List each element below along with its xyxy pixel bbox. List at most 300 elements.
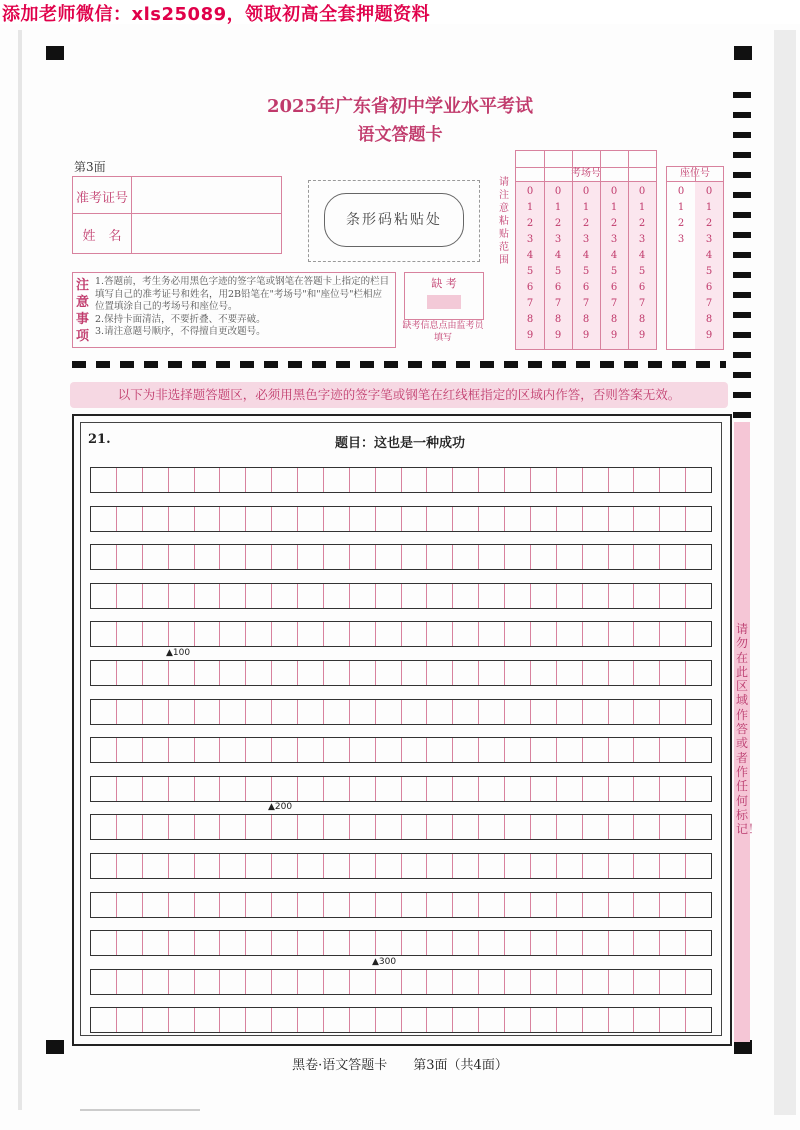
grid-cell[interactable] [195, 661, 221, 685]
grid-cell[interactable] [246, 1008, 272, 1032]
grid-cell[interactable] [169, 545, 195, 569]
grid-cell[interactable] [660, 815, 686, 839]
grid-cell[interactable] [686, 893, 711, 917]
grid-cell[interactable] [557, 545, 583, 569]
grid-cell[interactable] [324, 893, 350, 917]
grid-cell[interactable] [195, 622, 221, 646]
grid-cell[interactable] [324, 931, 350, 955]
grid-row[interactable] [90, 969, 712, 995]
grid-cell[interactable] [220, 700, 246, 724]
grid-cell[interactable] [505, 970, 531, 994]
grid-cell[interactable] [298, 584, 324, 608]
grid-cell[interactable] [272, 931, 298, 955]
grid-cell[interactable] [427, 584, 453, 608]
grid-cell[interactable] [272, 661, 298, 685]
grid-cell[interactable] [609, 700, 635, 724]
grid-cell[interactable] [169, 738, 195, 762]
grid-cell[interactable] [169, 854, 195, 878]
grid-cell[interactable] [246, 468, 272, 492]
grid-cell[interactable] [246, 507, 272, 531]
grid-cell[interactable] [557, 584, 583, 608]
grid-cell[interactable] [376, 738, 402, 762]
grid-cell[interactable] [427, 507, 453, 531]
grid-cell[interactable] [557, 1008, 583, 1032]
grid-cell[interactable] [505, 777, 531, 801]
grid-cell[interactable] [479, 507, 505, 531]
grid-cell[interactable] [479, 738, 505, 762]
grid-cell[interactable] [402, 893, 428, 917]
grid-cell[interactable] [402, 622, 428, 646]
grid-cell[interactable] [376, 970, 402, 994]
grid-cell[interactable] [272, 507, 298, 531]
grid-cell[interactable] [324, 700, 350, 724]
grid-cell[interactable] [505, 584, 531, 608]
grid-cell[interactable] [453, 584, 479, 608]
grid-cell[interactable] [453, 700, 479, 724]
grid-cell[interactable] [195, 854, 221, 878]
grid-cell[interactable] [660, 1008, 686, 1032]
grid-cell[interactable] [427, 700, 453, 724]
grid-row[interactable] [90, 930, 712, 956]
grid-cell[interactable] [246, 584, 272, 608]
grid-cell[interactable] [453, 545, 479, 569]
grid-cell[interactable] [220, 970, 246, 994]
grid-cell[interactable] [505, 854, 531, 878]
grid-cell[interactable] [427, 468, 453, 492]
grid-cell[interactable] [531, 738, 557, 762]
grid-cell[interactable] [505, 815, 531, 839]
grid-cell[interactable] [634, 545, 660, 569]
grid-cell[interactable] [117, 777, 143, 801]
grid-cell[interactable] [531, 777, 557, 801]
grid-cell[interactable] [583, 1008, 609, 1032]
grid-cell[interactable] [427, 738, 453, 762]
grid-cell[interactable] [479, 661, 505, 685]
grid-cell[interactable] [272, 700, 298, 724]
grid-cell[interactable] [169, 777, 195, 801]
grid-cell[interactable] [143, 893, 169, 917]
grid-cell[interactable] [91, 545, 117, 569]
grid-cell[interactable] [220, 777, 246, 801]
grid-cell[interactable] [272, 1008, 298, 1032]
grid-row[interactable] [90, 737, 712, 763]
grid-cell[interactable] [453, 1008, 479, 1032]
grid-cell[interactable] [686, 931, 711, 955]
grid-cell[interactable] [402, 661, 428, 685]
grid-cell[interactable] [376, 622, 402, 646]
grid-cell[interactable] [634, 777, 660, 801]
grid-cell[interactable] [272, 468, 298, 492]
grid-cell[interactable] [246, 777, 272, 801]
grid-cell[interactable] [505, 468, 531, 492]
grid-cell[interactable] [195, 970, 221, 994]
grid-cell[interactable] [246, 970, 272, 994]
grid-cell[interactable] [246, 661, 272, 685]
grid-cell[interactable] [298, 931, 324, 955]
grid-cell[interactable] [195, 1008, 221, 1032]
grid-cell[interactable] [298, 1008, 324, 1032]
grid-cell[interactable] [91, 700, 117, 724]
grid-cell[interactable] [453, 893, 479, 917]
grid-cell[interactable] [427, 777, 453, 801]
grid-cell[interactable] [169, 931, 195, 955]
grid-cell[interactable] [143, 507, 169, 531]
grid-cell[interactable] [686, 622, 711, 646]
grid-cell[interactable] [557, 468, 583, 492]
grid-cell[interactable] [272, 738, 298, 762]
grid-cell[interactable] [169, 507, 195, 531]
grid-cell[interactable] [583, 854, 609, 878]
grid-cell[interactable] [609, 622, 635, 646]
grid-cell[interactable] [143, 931, 169, 955]
grid-cell[interactable] [427, 661, 453, 685]
grid-cell[interactable] [609, 777, 635, 801]
grid-cell[interactable] [609, 545, 635, 569]
grid-cell[interactable] [402, 584, 428, 608]
grid-cell[interactable] [195, 777, 221, 801]
grid-cell[interactable] [91, 931, 117, 955]
grid-cell[interactable] [376, 700, 402, 724]
grid-cell[interactable] [427, 970, 453, 994]
grid-cell[interactable] [246, 545, 272, 569]
grid-cell[interactable] [376, 854, 402, 878]
grid-cell[interactable] [557, 893, 583, 917]
grid-cell[interactable] [143, 468, 169, 492]
grid-cell[interactable] [479, 545, 505, 569]
grid-cell[interactable] [169, 468, 195, 492]
grid-cell[interactable] [272, 622, 298, 646]
grid-cell[interactable] [402, 545, 428, 569]
grid-cell[interactable] [686, 738, 711, 762]
grid-cell[interactable] [298, 893, 324, 917]
grid-cell[interactable] [169, 584, 195, 608]
grid-cell[interactable] [376, 584, 402, 608]
grid-cell[interactable] [505, 622, 531, 646]
grid-cell[interactable] [117, 622, 143, 646]
grid-cell[interactable] [686, 815, 711, 839]
grid-cell[interactable] [220, 1008, 246, 1032]
grid-cell[interactable] [686, 545, 711, 569]
grid-cell[interactable] [169, 893, 195, 917]
grid-cell[interactable] [272, 815, 298, 839]
grid-cell[interactable] [91, 738, 117, 762]
grid-cell[interactable] [402, 777, 428, 801]
grid-cell[interactable] [220, 545, 246, 569]
grid-cell[interactable] [609, 1008, 635, 1032]
grid-cell[interactable] [117, 815, 143, 839]
grid-cell[interactable] [531, 893, 557, 917]
grid-cell[interactable] [117, 700, 143, 724]
grid-cell[interactable] [557, 931, 583, 955]
grid-cell[interactable] [660, 584, 686, 608]
grid-cell[interactable] [609, 970, 635, 994]
grid-cell[interactable] [117, 545, 143, 569]
grid-cell[interactable] [169, 815, 195, 839]
grid-cell[interactable] [660, 700, 686, 724]
grid-cell[interactable] [634, 893, 660, 917]
grid-cell[interactable] [376, 661, 402, 685]
grid-cell[interactable] [505, 545, 531, 569]
grid-cell[interactable] [531, 815, 557, 839]
grid-cell[interactable] [324, 854, 350, 878]
grid-cell[interactable] [660, 468, 686, 492]
exam-no-field[interactable] [132, 177, 281, 214]
grid-cell[interactable] [220, 468, 246, 492]
grid-cell[interactable] [220, 622, 246, 646]
grid-cell[interactable] [195, 507, 221, 531]
grid-cell[interactable] [298, 700, 324, 724]
grid-cell[interactable] [634, 507, 660, 531]
grid-cell[interactable] [246, 931, 272, 955]
grid-cell[interactable] [350, 700, 376, 724]
grid-cell[interactable] [557, 970, 583, 994]
grid-cell[interactable] [686, 661, 711, 685]
grid-cell[interactable] [427, 931, 453, 955]
grid-cell[interactable] [427, 1008, 453, 1032]
grid-cell[interactable] [479, 468, 505, 492]
grid-cell[interactable] [583, 815, 609, 839]
grid-cell[interactable] [634, 931, 660, 955]
grid-cell[interactable] [583, 777, 609, 801]
grid-cell[interactable] [609, 584, 635, 608]
grid-cell[interactable] [143, 622, 169, 646]
grid-cell[interactable] [169, 700, 195, 724]
grid-cell[interactable] [660, 777, 686, 801]
grid-cell[interactable] [531, 970, 557, 994]
grid-cell[interactable] [350, 468, 376, 492]
grid-cell[interactable] [324, 468, 350, 492]
grid-cell[interactable] [402, 854, 428, 878]
grid-cell[interactable] [505, 893, 531, 917]
grid-cell[interactable] [427, 854, 453, 878]
grid-cell[interactable] [557, 661, 583, 685]
grid-cell[interactable] [246, 738, 272, 762]
grid-cell[interactable] [91, 854, 117, 878]
grid-cell[interactable] [660, 661, 686, 685]
grid-cell[interactable] [609, 893, 635, 917]
grid-cell[interactable] [453, 661, 479, 685]
grid-cell[interactable] [117, 893, 143, 917]
grid-cell[interactable] [143, 545, 169, 569]
grid-row[interactable] [90, 621, 712, 647]
grid-cell[interactable] [634, 700, 660, 724]
grid-cell[interactable] [91, 893, 117, 917]
grid-cell[interactable] [298, 815, 324, 839]
grid-cell[interactable] [220, 584, 246, 608]
grid-cell[interactable] [324, 1008, 350, 1032]
grid-cell[interactable] [609, 931, 635, 955]
grid-cell[interactable] [686, 584, 711, 608]
grid-cell[interactable] [557, 815, 583, 839]
grid-cell[interactable] [686, 854, 711, 878]
grid-cell[interactable] [272, 970, 298, 994]
grid-cell[interactable] [272, 777, 298, 801]
grid-cell[interactable] [298, 622, 324, 646]
grid-cell[interactable] [350, 545, 376, 569]
grid-cell[interactable] [143, 777, 169, 801]
grid-cell[interactable] [583, 622, 609, 646]
grid-cell[interactable] [350, 854, 376, 878]
grid-cell[interactable] [220, 815, 246, 839]
grid-cell[interactable] [609, 854, 635, 878]
grid-cell[interactable] [427, 815, 453, 839]
grid-cell[interactable] [350, 661, 376, 685]
grid-cell[interactable] [402, 815, 428, 839]
grid-cell[interactable] [583, 661, 609, 685]
grid-cell[interactable] [246, 854, 272, 878]
grid-cell[interactable] [402, 1008, 428, 1032]
grid-cell[interactable] [324, 970, 350, 994]
grid-cell[interactable] [324, 815, 350, 839]
grid-cell[interactable] [91, 1008, 117, 1032]
grid-cell[interactable] [660, 970, 686, 994]
grid-row[interactable] [90, 853, 712, 879]
grid-cell[interactable] [117, 468, 143, 492]
grid-cell[interactable] [195, 700, 221, 724]
absent-bubble[interactable] [427, 295, 461, 309]
grid-cell[interactable] [91, 970, 117, 994]
grid-cell[interactable] [350, 584, 376, 608]
grid-cell[interactable] [427, 622, 453, 646]
grid-cell[interactable] [376, 777, 402, 801]
grid-cell[interactable] [169, 970, 195, 994]
grid-cell[interactable] [220, 507, 246, 531]
grid-row[interactable] [90, 506, 712, 532]
grid-cell[interactable] [531, 700, 557, 724]
grid-cell[interactable] [453, 468, 479, 492]
grid-cell[interactable] [324, 738, 350, 762]
grid-cell[interactable] [246, 622, 272, 646]
grid-cell[interactable] [505, 700, 531, 724]
grid-cell[interactable] [609, 661, 635, 685]
grid-cell[interactable] [195, 584, 221, 608]
grid-cell[interactable] [117, 507, 143, 531]
grid-cell[interactable] [479, 584, 505, 608]
grid-cell[interactable] [402, 468, 428, 492]
grid-cell[interactable] [324, 777, 350, 801]
grid-cell[interactable] [376, 815, 402, 839]
grid-cell[interactable] [583, 970, 609, 994]
grid-cell[interactable] [272, 584, 298, 608]
grid-cell[interactable] [479, 700, 505, 724]
grid-cell[interactable] [531, 931, 557, 955]
grid-cell[interactable] [376, 893, 402, 917]
grid-cell[interactable] [298, 777, 324, 801]
grid-cell[interactable] [91, 584, 117, 608]
grid-cell[interactable] [505, 1008, 531, 1032]
grid-cell[interactable] [298, 468, 324, 492]
grid-cell[interactable] [376, 931, 402, 955]
grid-cell[interactable] [686, 970, 711, 994]
grid-cell[interactable] [91, 468, 117, 492]
grid-cell[interactable] [220, 738, 246, 762]
grid-cell[interactable] [583, 700, 609, 724]
grid-cell[interactable] [402, 738, 428, 762]
grid-cell[interactable] [195, 738, 221, 762]
grid-cell[interactable] [220, 893, 246, 917]
grid-cell[interactable] [324, 507, 350, 531]
grid-cell[interactable] [324, 584, 350, 608]
name-field[interactable] [132, 214, 281, 253]
grid-cell[interactable] [143, 815, 169, 839]
grid-cell[interactable] [169, 1008, 195, 1032]
grid-cell[interactable] [298, 854, 324, 878]
grid-cell[interactable] [376, 1008, 402, 1032]
grid-cell[interactable] [479, 1008, 505, 1032]
grid-cell[interactable] [634, 584, 660, 608]
grid-row[interactable] [90, 544, 712, 570]
grid-cell[interactable] [117, 584, 143, 608]
grid-cell[interactable] [557, 700, 583, 724]
grid-cell[interactable] [453, 738, 479, 762]
grid-cell[interactable] [505, 738, 531, 762]
grid-cell[interactable] [634, 815, 660, 839]
grid-cell[interactable] [686, 777, 711, 801]
grid-cell[interactable] [660, 545, 686, 569]
grid-cell[interactable] [117, 1008, 143, 1032]
grid-cell[interactable] [427, 893, 453, 917]
grid-row[interactable] [90, 583, 712, 609]
grid-cell[interactable] [583, 931, 609, 955]
grid-cell[interactable] [583, 893, 609, 917]
grid-cell[interactable] [634, 738, 660, 762]
grid-cell[interactable] [298, 545, 324, 569]
grid-cell[interactable] [169, 622, 195, 646]
grid-cell[interactable] [220, 661, 246, 685]
grid-cell[interactable] [143, 970, 169, 994]
grid-cell[interactable] [220, 854, 246, 878]
grid-cell[interactable] [350, 893, 376, 917]
grid-cell[interactable] [91, 507, 117, 531]
grid-cell[interactable] [298, 507, 324, 531]
grid-cell[interactable] [195, 893, 221, 917]
grid-cell[interactable] [143, 700, 169, 724]
grid-cell[interactable] [453, 931, 479, 955]
grid-cell[interactable] [427, 545, 453, 569]
grid-cell[interactable] [143, 1008, 169, 1032]
grid-cell[interactable] [609, 507, 635, 531]
grid-cell[interactable] [531, 545, 557, 569]
grid-cell[interactable] [117, 931, 143, 955]
grid-cell[interactable] [634, 970, 660, 994]
grid-cell[interactable] [609, 815, 635, 839]
grid-row[interactable] [90, 699, 712, 725]
grid-cell[interactable] [660, 931, 686, 955]
grid-cell[interactable] [660, 854, 686, 878]
grid-cell[interactable] [91, 777, 117, 801]
grid-cell[interactable] [91, 815, 117, 839]
grid-cell[interactable] [583, 738, 609, 762]
grid-cell[interactable] [195, 468, 221, 492]
grid-cell[interactable] [169, 661, 195, 685]
grid-cell[interactable] [686, 1008, 711, 1032]
grid-cell[interactable] [609, 738, 635, 762]
grid-cell[interactable] [220, 931, 246, 955]
grid-cell[interactable] [686, 468, 711, 492]
grid-row[interactable] [90, 1007, 712, 1033]
grid-cell[interactable] [660, 622, 686, 646]
grid-cell[interactable] [402, 507, 428, 531]
grid-cell[interactable] [376, 545, 402, 569]
grid-cell[interactable] [246, 893, 272, 917]
grid-row[interactable] [90, 814, 712, 840]
grid-cell[interactable] [505, 931, 531, 955]
grid-cell[interactable] [634, 468, 660, 492]
grid-cell[interactable] [479, 931, 505, 955]
grid-cell[interactable] [117, 854, 143, 878]
grid-cell[interactable] [557, 777, 583, 801]
grid-cell[interactable] [609, 468, 635, 492]
